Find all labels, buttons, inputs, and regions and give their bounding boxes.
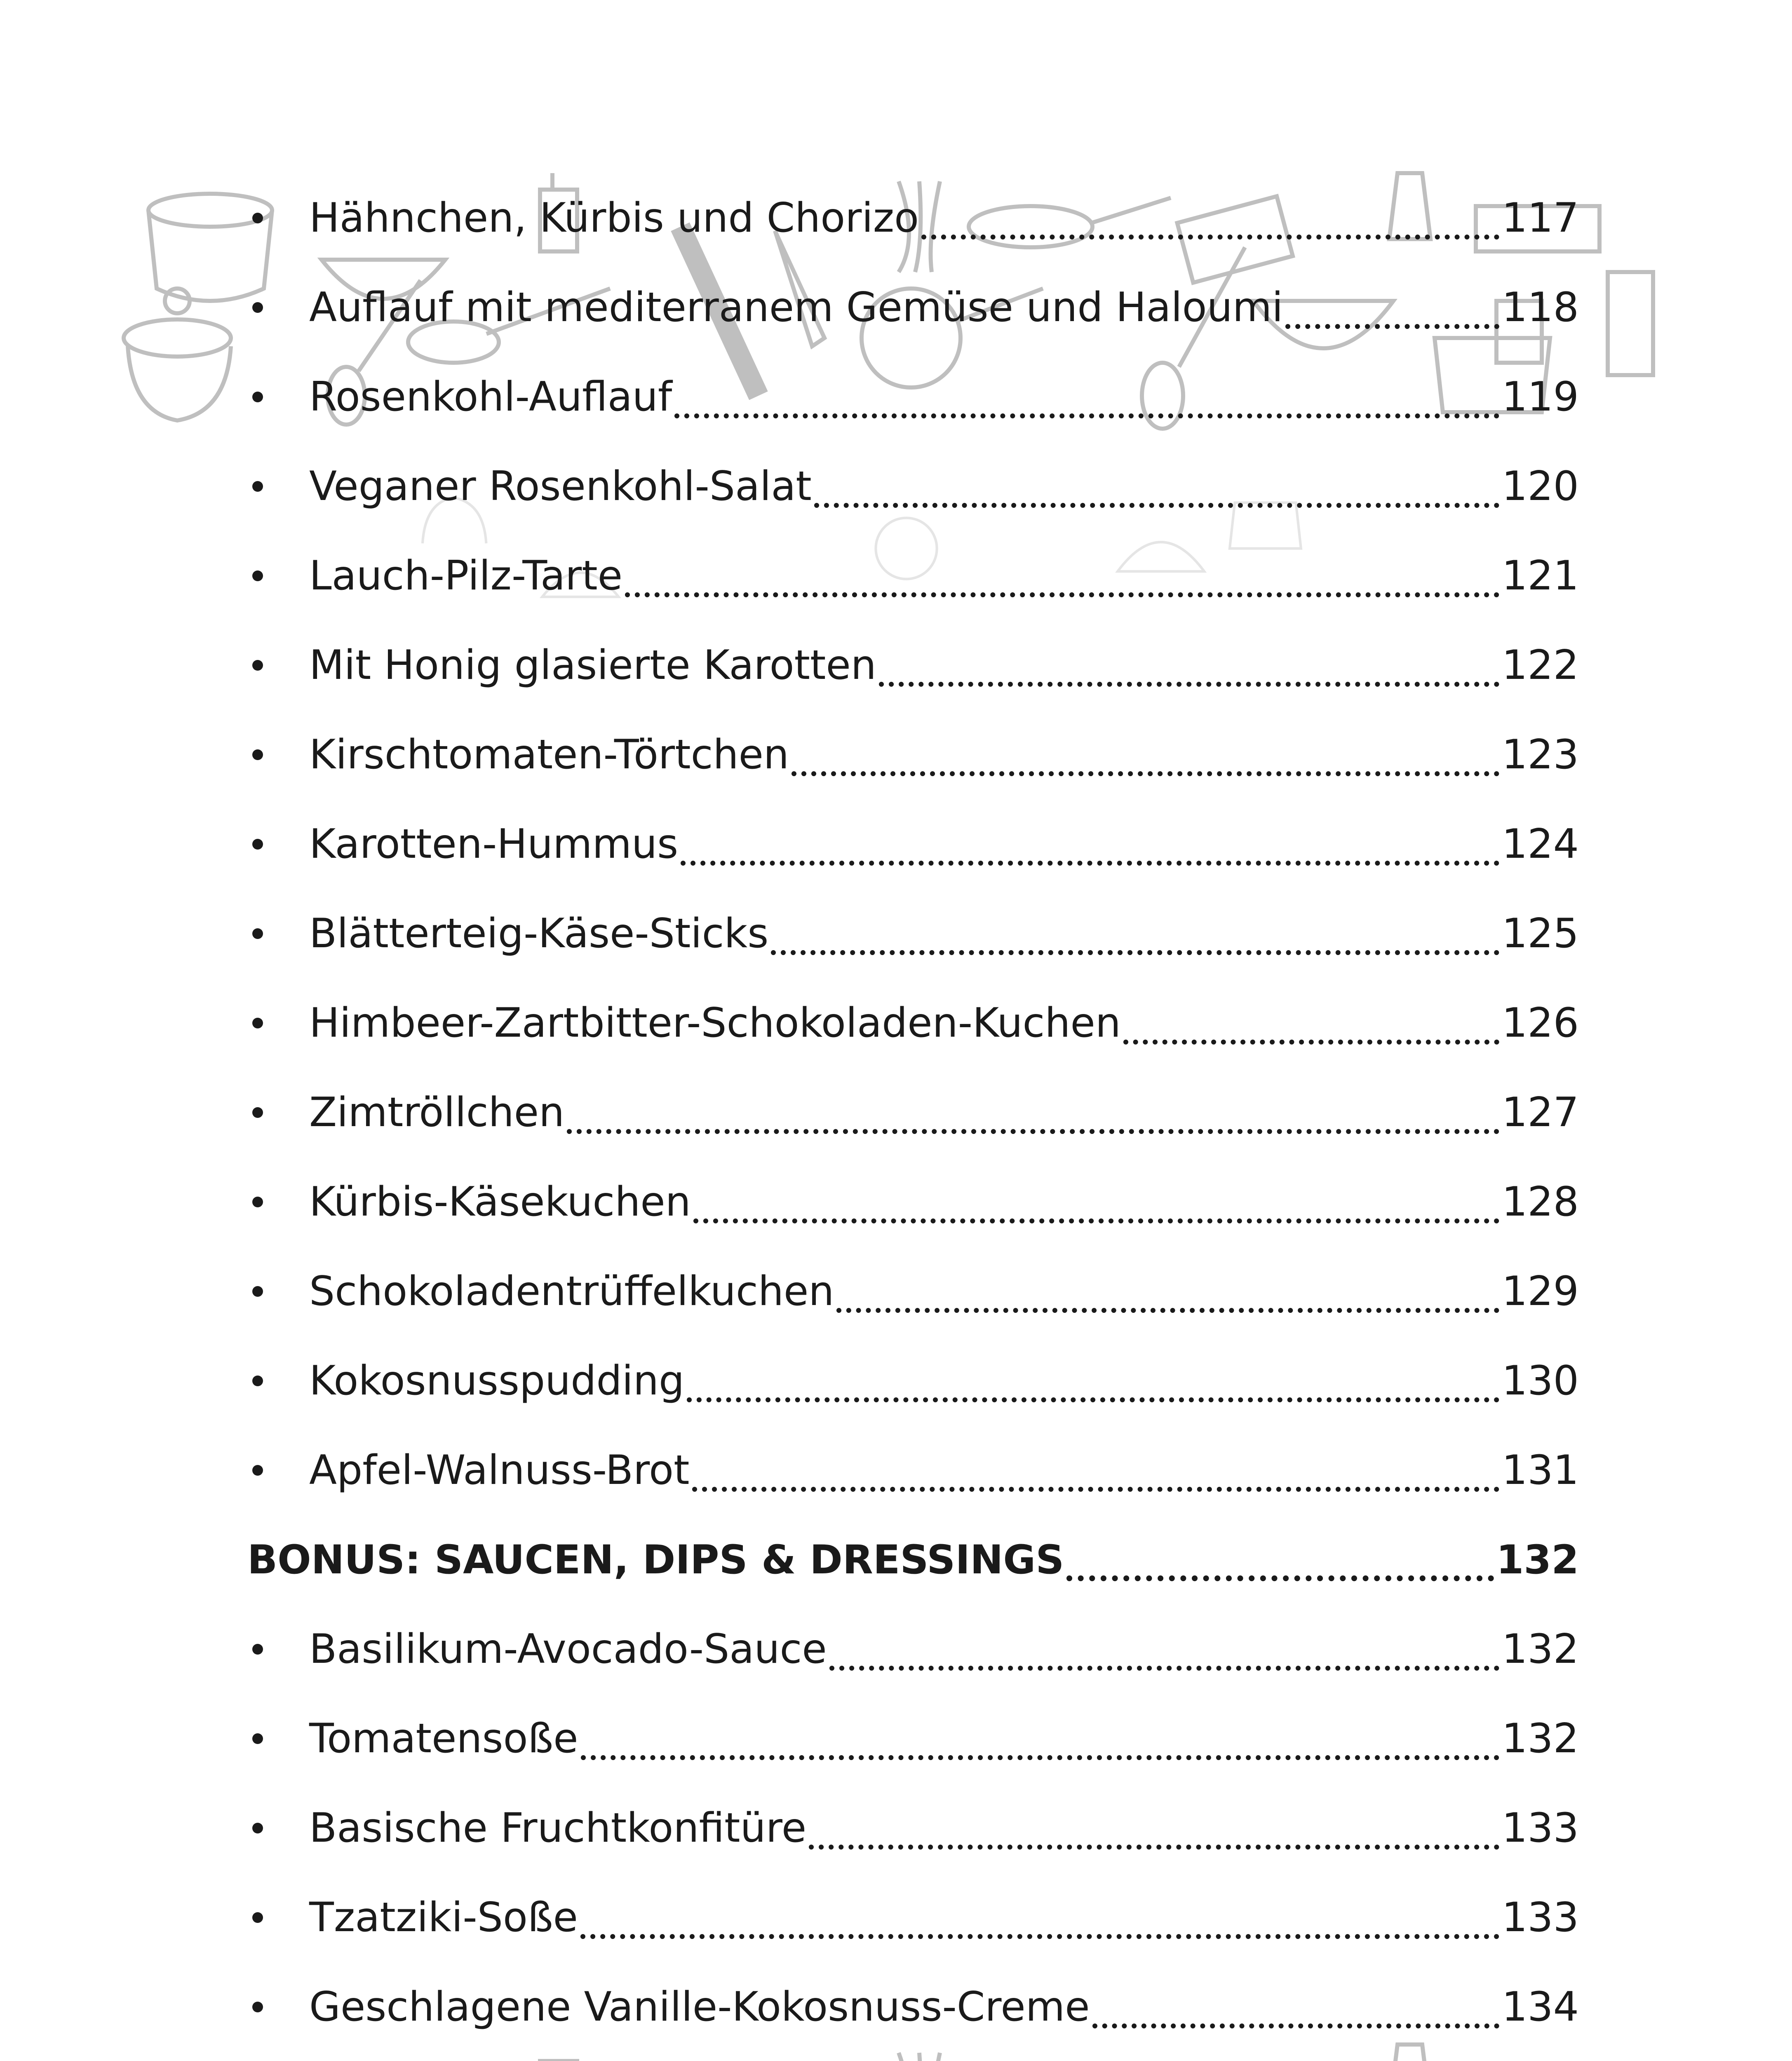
dot-leader: [814, 503, 1499, 508]
bullet-icon: [252, 2002, 263, 2012]
entry-page-number: 133: [1501, 1894, 1579, 1941]
toc-entry[interactable]: [247, 1694, 1579, 1783]
dot-leader: [1066, 1575, 1494, 1581]
toc-sauce-list: [247, 1604, 1579, 2061]
toc-entry[interactable]: [247, 1336, 1579, 1425]
toc-entry[interactable]: [247, 1873, 1579, 1962]
bullet-icon: [252, 392, 263, 402]
entry-title: Kürbis-Käsekuchen: [309, 1178, 691, 1225]
toc-entry[interactable]: [247, 352, 1579, 441]
entry-page-number: 131: [1501, 1446, 1579, 1494]
entry-title: Rosenkohl-Auflauf: [309, 373, 672, 420]
bullet-icon: [252, 928, 263, 939]
entry-page-number: 121: [1501, 552, 1579, 599]
entry-title: Tzatziki-Soße: [309, 1894, 578, 1941]
bullet-icon: [252, 481, 263, 492]
bullet-icon: [252, 1376, 263, 1386]
toc-entry[interactable]: [247, 799, 1579, 889]
dot-leader: [692, 1487, 1499, 1492]
dot-leader: [836, 1308, 1499, 1313]
toc-entry[interactable]: [247, 531, 1579, 620]
toc-entry[interactable]: [247, 1962, 1579, 2052]
entry-page-number: 127: [1501, 1089, 1579, 1136]
bullet-icon: [252, 1018, 263, 1028]
dot-leader: [791, 771, 1499, 776]
toc-entry[interactable]: [247, 710, 1579, 799]
table-of-contents: [247, 173, 1579, 2061]
dot-leader: [681, 861, 1499, 866]
dot-leader: [567, 1129, 1499, 1134]
dot-leader: [625, 592, 1499, 597]
entry-title: Basilikum-Avocado-Sauce: [309, 1625, 827, 1673]
dot-leader: [687, 1397, 1499, 1402]
entry-title: Karotten-Hummus: [309, 820, 679, 868]
entry-title: Zimtröllchen: [309, 1089, 565, 1136]
section-page-number: 132: [1496, 1536, 1579, 1583]
toc-entry[interactable]: [247, 173, 1579, 263]
bullet-icon: [252, 213, 263, 223]
entry-page-number: 122: [1501, 641, 1579, 689]
toc-entry[interactable]: [247, 1604, 1579, 1694]
entry-page-number: 119: [1501, 373, 1579, 420]
entry-page-number: 129: [1501, 1268, 1579, 1315]
dot-leader: [674, 413, 1499, 418]
toc-entry[interactable]: [247, 263, 1579, 352]
bullet-icon: [252, 1197, 263, 1207]
entry-title: Himbeer-Zartbitter-Schokoladen-Kuchen: [309, 999, 1121, 1047]
entry-title: Veganer Rosenkohl-Salat: [309, 462, 812, 510]
entry-page-number: 132: [1501, 1715, 1579, 1762]
entry-page-number: 118: [1501, 284, 1579, 331]
section-title: BONUS: SAUCEN, DIPS & DRESSINGS: [247, 1536, 1064, 1583]
entry-page-number: 130: [1501, 1357, 1579, 1404]
bullet-icon: [252, 1286, 263, 1297]
toc-entry[interactable]: [247, 1425, 1579, 1515]
toc-entry[interactable]: [247, 1783, 1579, 1873]
entry-title: Tomatensoße: [309, 1715, 578, 1762]
bullet-icon: [252, 1733, 263, 1744]
toc-entry[interactable]: [247, 1068, 1579, 1157]
entry-title: Lauch-Pilz-Tarte: [309, 552, 623, 599]
toc-entry[interactable]: [247, 2052, 1579, 2061]
entry-page-number: 126: [1501, 999, 1579, 1047]
toc-section-heading[interactable]: [247, 1515, 1579, 1604]
entry-title: Kirschtomaten-Törtchen: [309, 731, 789, 778]
dot-leader: [580, 1934, 1499, 1939]
entry-title: Schokoladentrüffelkuchen: [309, 1268, 834, 1315]
entry-title: Blätterteig-Käse-Sticks: [309, 910, 769, 957]
bullet-icon: [252, 749, 263, 760]
toc-recipe-list: [247, 173, 1579, 1515]
bullet-icon: [252, 1644, 263, 1655]
dot-leader: [771, 950, 1499, 955]
toc-entry[interactable]: [247, 620, 1579, 710]
entry-title: Kokosnusspudding: [309, 1357, 685, 1404]
toc-entry[interactable]: [247, 441, 1579, 531]
toc-entry[interactable]: [247, 1246, 1579, 1336]
entry-page-number: 132: [1501, 1625, 1579, 1673]
entry-page-number: 128: [1501, 1178, 1579, 1225]
entry-title: Apfel-Walnuss-Brot: [309, 1446, 690, 1494]
bullet-icon: [252, 839, 263, 850]
bullet-icon: [252, 1107, 263, 1118]
bullet-icon: [252, 570, 263, 581]
dot-leader: [581, 1755, 1499, 1760]
entry-title: Auflauf mit mediterranem Gemüse und Haloumi: [309, 284, 1283, 331]
entry-title: Basische Fruchtkonfitüre: [309, 1804, 807, 1852]
toc-entry[interactable]: [247, 1157, 1579, 1246]
entry-title: Geschlagene Vanille-Kokosnuss-Creme: [309, 1983, 1090, 2030]
entry-page-number: 134: [1501, 1983, 1579, 2030]
bullet-icon: [252, 660, 263, 671]
bullet-icon: [252, 1823, 263, 1833]
toc-entry[interactable]: [247, 889, 1579, 978]
dot-leader: [1123, 1040, 1499, 1045]
dot-leader: [829, 1666, 1499, 1671]
entry-page-number: 120: [1501, 462, 1579, 510]
entry-page-number: 117: [1501, 194, 1579, 242]
entry-title: Mit Honig glasierte Karotten: [309, 641, 876, 689]
dot-leader: [809, 1845, 1499, 1850]
entry-title: Hähnchen, Kürbis und Chorizo: [309, 194, 919, 242]
dot-leader: [1092, 2023, 1499, 2028]
entry-page-number: 133: [1501, 1804, 1579, 1852]
bullet-icon: [252, 1465, 263, 1476]
dot-leader: [879, 682, 1499, 687]
entry-page-number: 124: [1501, 820, 1579, 868]
toc-entry[interactable]: [247, 978, 1579, 1068]
bullet-icon: [252, 302, 263, 313]
entry-page-number: 123: [1501, 731, 1579, 778]
dot-leader: [693, 1218, 1499, 1223]
bullet-icon: [252, 1912, 263, 1923]
dot-leader: [1285, 324, 1499, 329]
dot-leader: [921, 235, 1499, 239]
entry-page-number: 125: [1501, 910, 1579, 957]
